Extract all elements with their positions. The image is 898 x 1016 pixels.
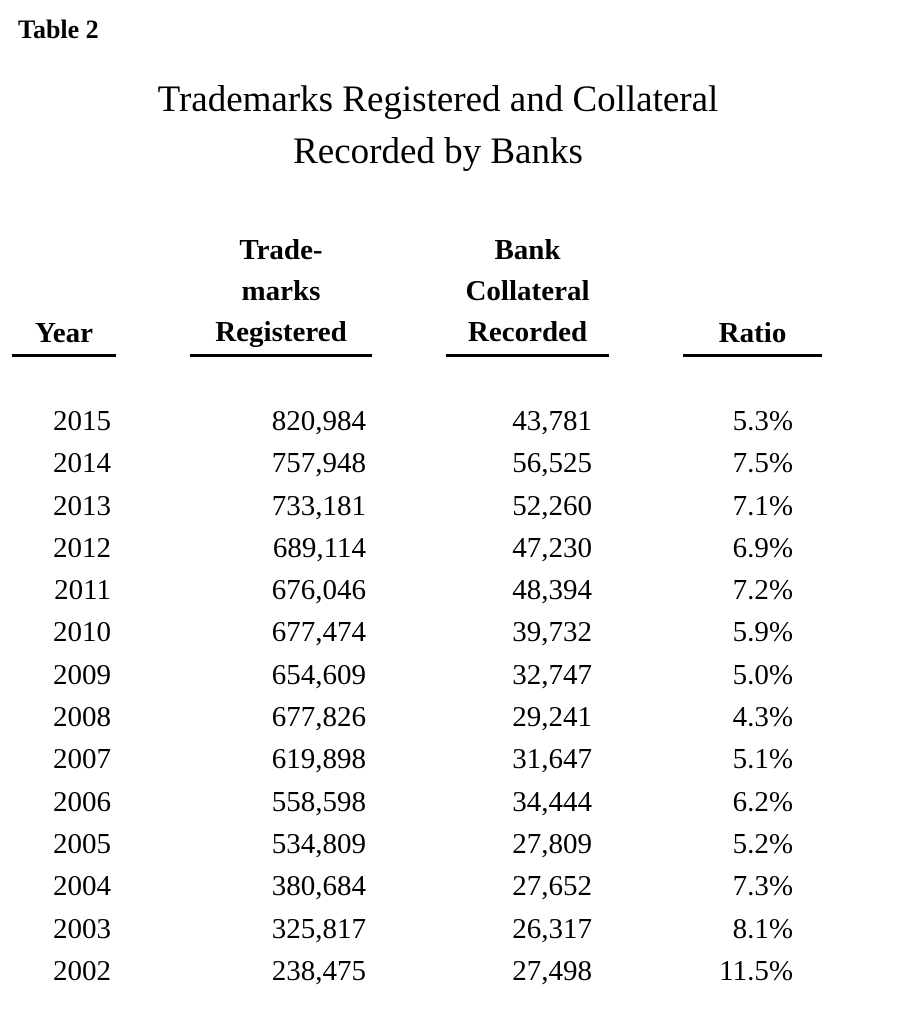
cell-year: 2013 [53, 489, 111, 522]
header-rule-trademarks [190, 354, 372, 357]
cell-trademarks: 689,114 [272, 531, 366, 564]
table-row [0, 611, 898, 653]
cell-ratio: 5.1% [732, 743, 793, 776]
cell-ratio: 5.2% [732, 827, 793, 860]
cell-bank-collateral: 27,498 [512, 954, 592, 987]
cell-bank-collateral: 27,809 [512, 827, 592, 860]
header-bank-line-3: Recorded [467, 316, 588, 348]
header-year [12, 313, 116, 354]
table-row [0, 738, 898, 780]
cell-year: 2004 [53, 870, 111, 903]
header-trademarks-line-3: Registered [215, 316, 347, 348]
cell-ratio: 5.3% [732, 405, 793, 437]
header-rule-year [12, 354, 116, 357]
table-row [0, 865, 898, 907]
cell-ratio: 5.9% [732, 616, 793, 649]
table-row [0, 950, 898, 992]
cell-year: 2011 [54, 574, 111, 607]
header-trademarks-line-2: marks [241, 275, 321, 307]
cell-ratio: 7.5% [732, 447, 793, 480]
cell-bank-collateral: 47,230 [512, 531, 592, 564]
cell-year: 2005 [53, 827, 111, 860]
table-row [0, 442, 898, 484]
cell-bank-collateral: 34,444 [512, 785, 592, 818]
cell-trademarks: 325,817 [271, 912, 366, 945]
cell-year: 2007 [53, 743, 111, 776]
cell-trademarks: 654,609 [271, 658, 366, 691]
cell-trademarks: 238,475 [271, 954, 366, 987]
table-label: Table 2 [18, 15, 99, 44]
cell-bank-collateral: 27,652 [512, 870, 592, 903]
cell-year: 2014 [53, 447, 111, 480]
cell-bank-collateral: 29,241 [512, 701, 592, 734]
cell-year: 2012 [53, 531, 111, 564]
header-rule-bank [446, 354, 609, 357]
header-ratio-line: Ratio [718, 317, 787, 349]
header-year-line: Year [35, 317, 93, 349]
cell-year: 2015 [53, 405, 111, 437]
cell-ratio: 7.2% [732, 574, 793, 607]
table-body [0, 400, 898, 992]
cell-year: 2009 [53, 658, 111, 691]
cell-year: 2008 [53, 701, 111, 734]
cell-bank-collateral: 52,260 [512, 489, 592, 522]
table-row [0, 527, 898, 569]
header-ratio [683, 313, 822, 354]
cell-bank-collateral: 31,647 [512, 743, 592, 776]
cell-trademarks: 676,046 [271, 574, 366, 607]
cell-bank-collateral: 39,732 [512, 616, 592, 649]
cell-bank-collateral: 43,781 [512, 405, 592, 437]
table-row [0, 400, 898, 442]
cell-ratio: 5.0% [732, 658, 793, 691]
cell-ratio: 6.2% [732, 785, 793, 818]
cell-trademarks: 820,984 [271, 405, 366, 437]
cell-year: 2010 [53, 616, 111, 649]
table-row [0, 569, 898, 611]
cell-trademarks: 677,474 [271, 616, 366, 649]
cell-ratio: 7.1% [732, 489, 793, 522]
cell-trademarks: 677,826 [271, 701, 366, 734]
cell-year: 2003 [53, 912, 111, 945]
table-row [0, 696, 898, 738]
header-trademarks-line-1: Trade- [239, 234, 323, 266]
cell-bank-collateral: 56,525 [512, 447, 592, 480]
cell-trademarks: 733,181 [271, 489, 366, 522]
cell-year: 2002 [53, 954, 111, 987]
table-title-line-1: Trademarks Registered and Collateral [157, 79, 719, 120]
header-bank-collateral-recorded [446, 230, 609, 353]
cell-ratio: 11.5% [719, 954, 793, 987]
header-bank-line-2: Collateral [465, 275, 590, 307]
cell-trademarks: 558,598 [271, 785, 366, 818]
cell-ratio: 7.3% [732, 870, 793, 903]
cell-ratio: 6.9% [732, 531, 793, 564]
table-row [0, 654, 898, 696]
table-row [0, 485, 898, 527]
cell-ratio: 8.1% [732, 912, 793, 945]
cell-trademarks: 534,809 [271, 827, 366, 860]
cell-bank-collateral: 26,317 [512, 912, 592, 945]
cell-ratio: 4.3% [732, 701, 793, 734]
cell-bank-collateral: 48,394 [512, 574, 592, 607]
table-row [0, 823, 898, 865]
cell-bank-collateral: 32,747 [512, 658, 592, 691]
table-row [0, 908, 898, 950]
table-title-line-2: Recorded by Banks [293, 131, 583, 172]
header-rule-ratio [683, 354, 822, 357]
cell-trademarks: 619,898 [271, 743, 366, 776]
header-trademarks-registered [190, 230, 372, 353]
cell-year: 2006 [53, 785, 111, 818]
cell-trademarks: 380,684 [271, 870, 366, 903]
header-bank-line-1: Bank [494, 234, 561, 266]
cell-trademarks: 757,948 [271, 447, 366, 480]
table-row [0, 781, 898, 823]
